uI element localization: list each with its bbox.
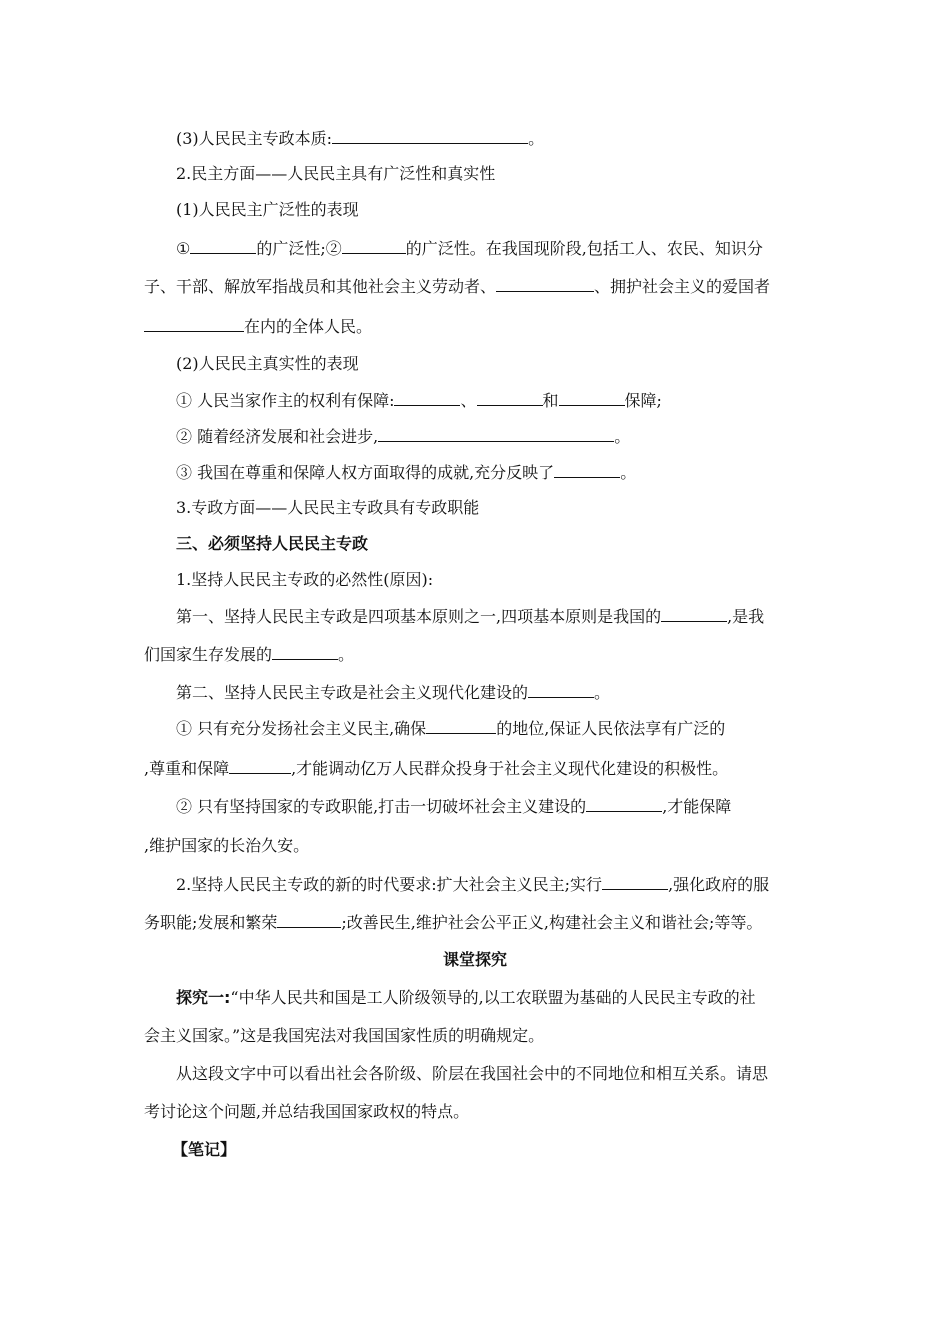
fill-blank[interactable]	[144, 316, 244, 332]
fill-blank[interactable]	[661, 606, 727, 622]
fill-blank[interactable]	[477, 390, 543, 406]
fill-blank[interactable]	[272, 644, 338, 660]
text-line: 在内的全体人民。	[144, 316, 814, 337]
text-line: ,维护国家的长治久安。	[144, 836, 310, 855]
text-line: ② 随着经济发展和社会进步, 。	[176, 427, 631, 446]
fill-blank[interactable]	[342, 238, 406, 254]
text-line: (2)人民民主真实性的表现	[176, 354, 359, 373]
text-line: 2.坚持人民民主专政的新的时代要求:扩大社会主义民主;实行 ,强化政府的服	[176, 875, 770, 894]
section-title: 三、必须坚持人民民主专政	[176, 534, 369, 553]
text-line: ① 只有充分发扬社会主义民主,确保 的地位,保证人民依法享有广泛的	[176, 719, 726, 738]
fill-blank[interactable]	[190, 238, 256, 254]
fill-blank[interactable]	[602, 874, 668, 890]
fill-blank[interactable]	[554, 462, 620, 478]
section-heading: 2.民主方面——人民民主具有广泛性和真实性	[176, 164, 496, 183]
text-line: 考讨论这个问题,并总结我国国家政权的特点。	[144, 1102, 470, 1121]
section-heading: 3.专政方面——人民民主专政具有专政职能	[176, 498, 480, 517]
notes-heading: 【笔记】	[172, 1140, 237, 1159]
text-line: 会主义国家。”这是我国宪法对我国国家性质的明确规定。	[144, 1026, 545, 1045]
fill-blank[interactable]	[378, 426, 614, 442]
text-line: (1)人民民主广泛性的表现	[176, 200, 359, 219]
fill-blank[interactable]	[528, 682, 594, 698]
text-line: ① 的广泛性;② 的广泛性。在我国现阶段,包括工人、农民、知识分	[176, 239, 763, 258]
text-line: 务职能;发展和繁荣 ;改善民生,维护社会公平正义,构建社会主义和谐社会;等等。	[144, 913, 763, 932]
text-line: 从这段文字中可以看出社会各阶级、阶层在我国社会中的不同地位和相互关系。请思	[176, 1064, 769, 1083]
text-line: (3)人民民主专政本质: 。	[176, 129, 545, 148]
fill-blank[interactable]	[277, 912, 341, 928]
text-line: 子、干部、解放军指战员和其他社会主义劳动者、 、拥护社会主义的爱国者	[144, 277, 771, 296]
text-line: ① 人民当家作主的权利有保障: 、 和 保障;	[176, 391, 662, 410]
fill-blank[interactable]	[229, 758, 291, 774]
text-line: 第二、坚持人民民主专政是社会主义现代化建设的 。	[176, 683, 611, 702]
fill-blank[interactable]	[496, 276, 594, 292]
text-line: 们国家生存发展的 。	[144, 645, 355, 664]
text-line: 探究一:“中华人民共和国是工人阶级领导的,以工农联盟为基础的人民民主专政的社	[176, 988, 756, 1007]
fill-blank[interactable]	[394, 390, 460, 406]
text-line: ,尊重和保障 ,才能调动亿万人民群众投身于社会主义现代化建设的积极性。	[144, 759, 729, 778]
fill-blank[interactable]	[426, 718, 496, 734]
fill-blank[interactable]	[559, 390, 625, 406]
text-line: 第一、坚持人民民主专政是四项基本原则之一,四项基本原则是我国的 ,是我	[176, 607, 765, 626]
fill-blank[interactable]	[586, 796, 662, 812]
fill-blank[interactable]	[332, 128, 528, 144]
text-line: 1.坚持人民民主专政的必然性(原因):	[176, 570, 434, 589]
inquiry-label: 探究一:	[176, 988, 231, 1007]
text-line: ③ 我国在尊重和保障人权方面取得的成就,充分反映了 。	[176, 463, 637, 482]
section-title-centered: 课堂探究	[442, 950, 507, 969]
text-line: ② 只有坚持国家的专政职能,打击一切破坏社会主义建设的 ,才能保障	[176, 797, 732, 816]
